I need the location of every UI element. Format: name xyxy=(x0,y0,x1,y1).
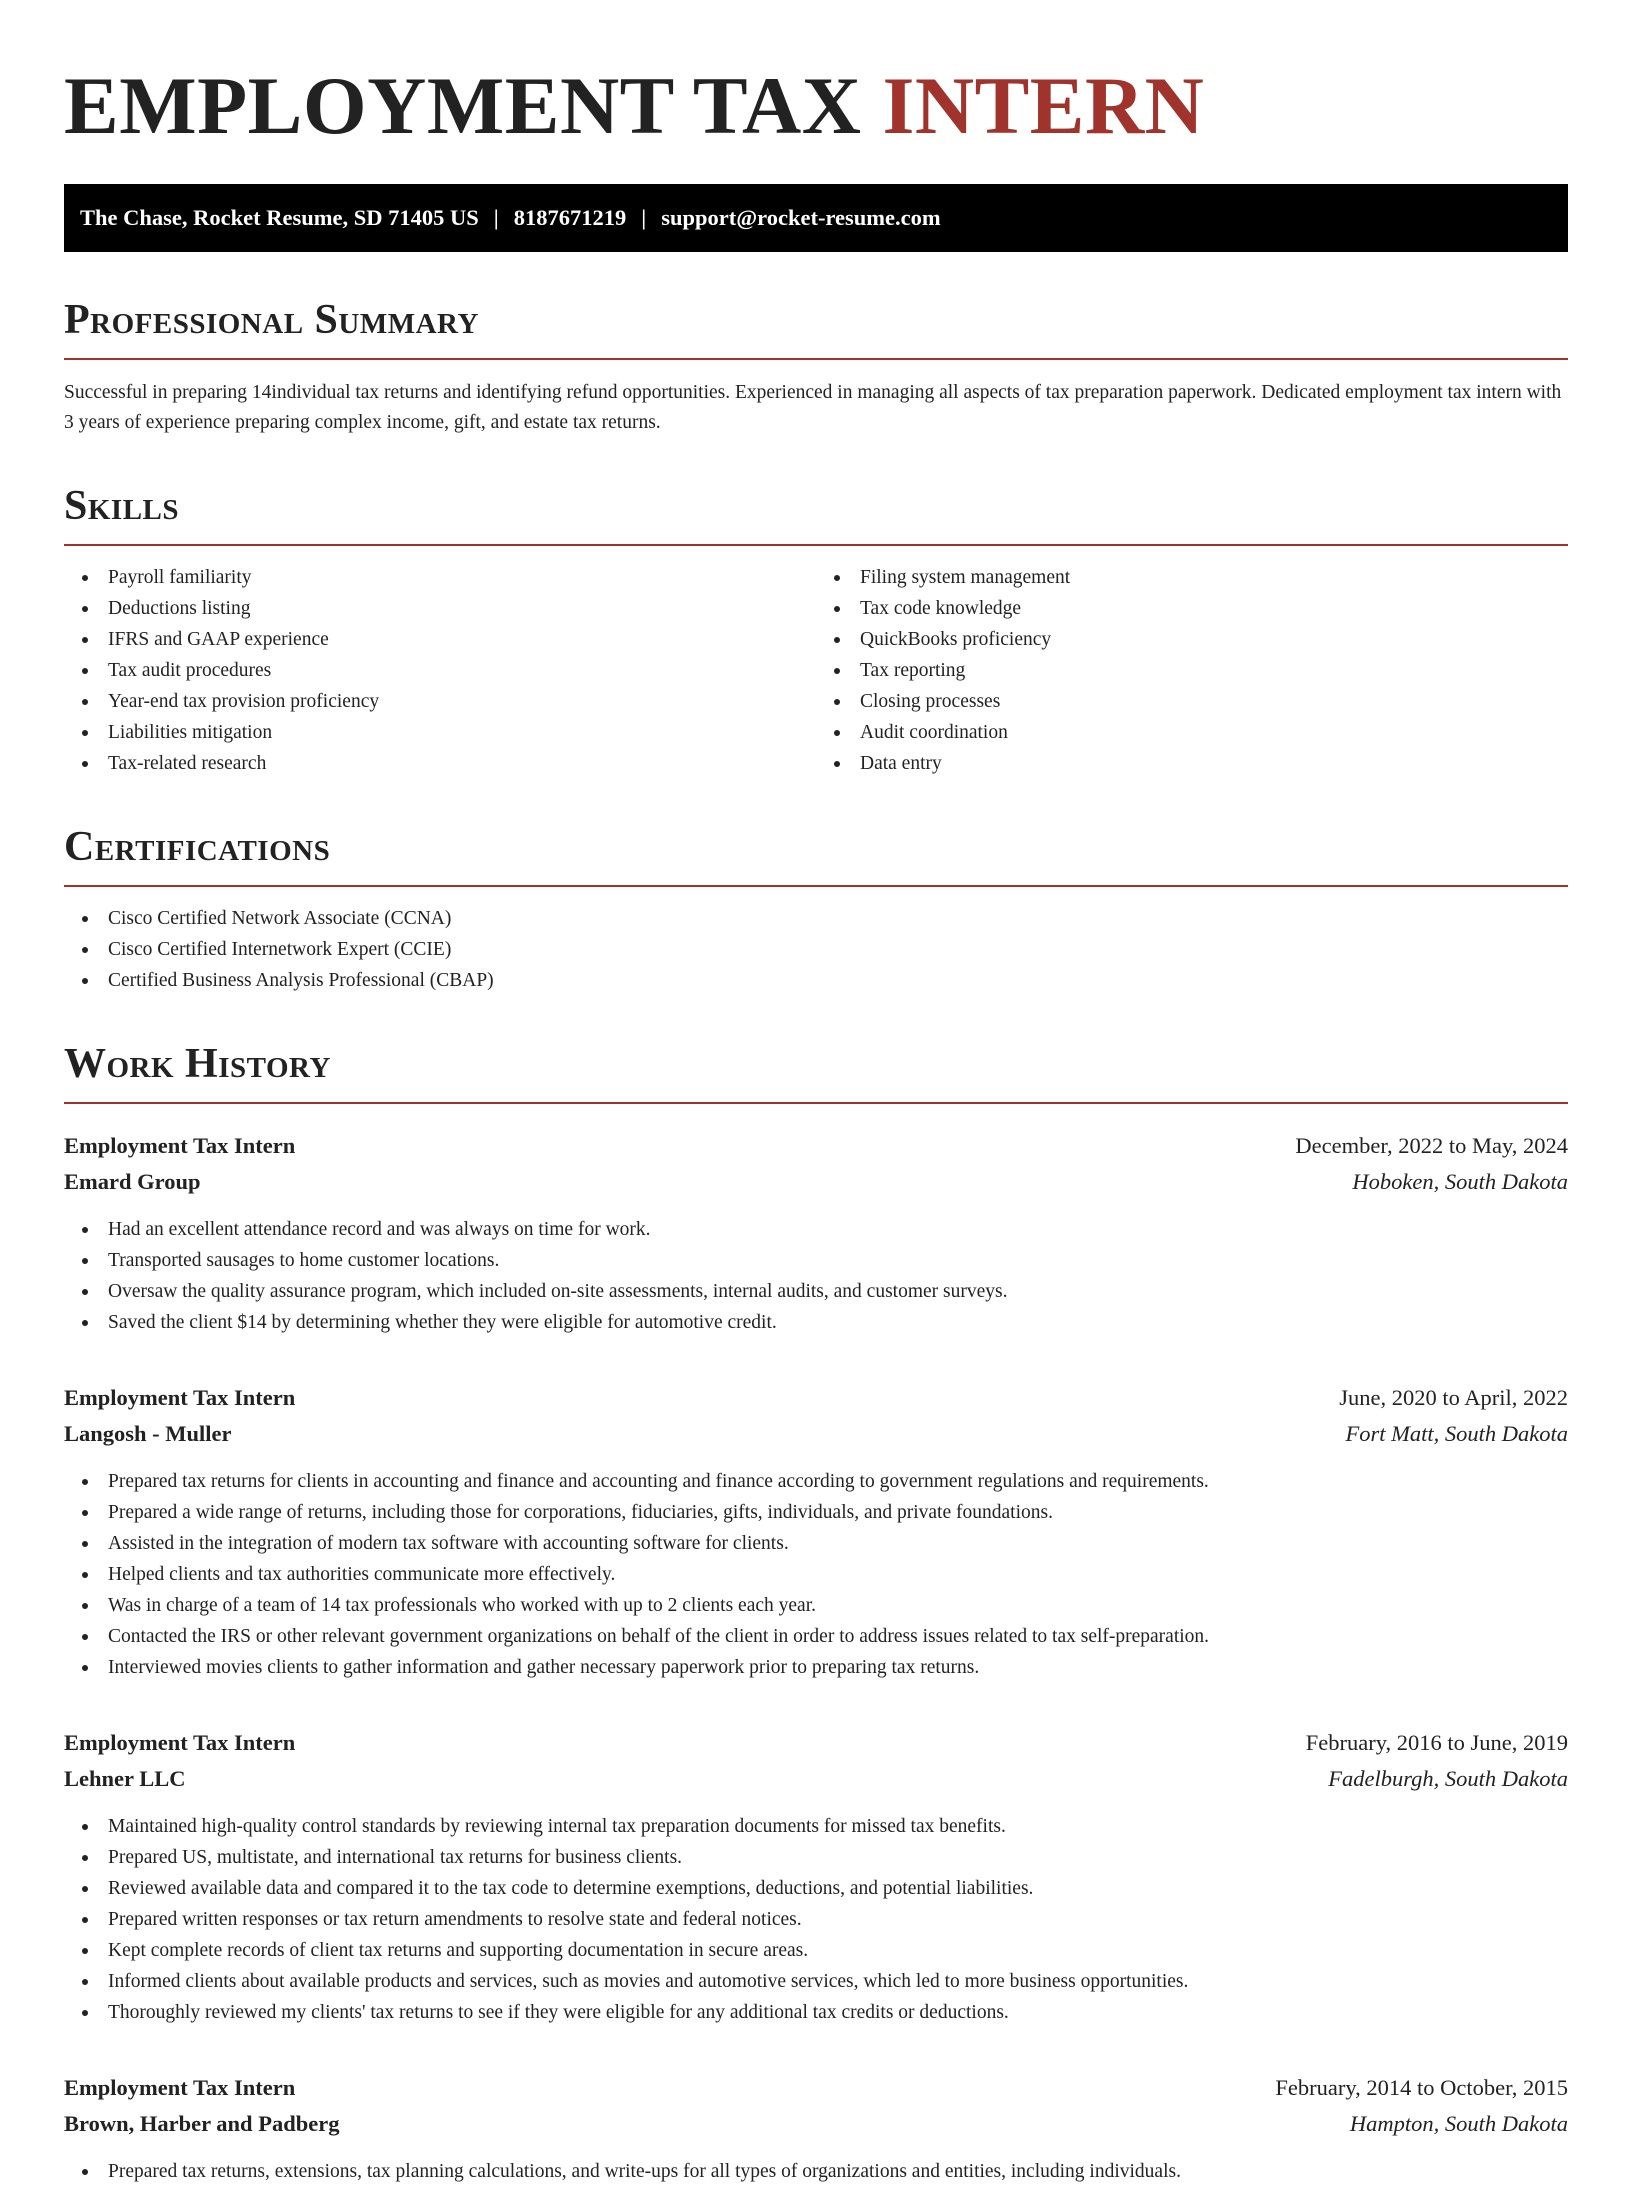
job-location: Hoboken, South Dakota xyxy=(1352,1169,1568,1194)
summary-text: Successful in preparing 14individual tax returns and identifying refund opportunities. Experienced in managing all aspects of tax preparation paperwork. Dedicated employment tax intern with 3 years of experience preparing complex income, gift, and estate tax returns. xyxy=(64,382,1562,433)
summary-section xyxy=(64,296,1568,438)
list-item: Kept complete records of client tax returns and supporting documentation in secure areas. xyxy=(64,1935,1568,1966)
section-divider xyxy=(64,1102,1568,1104)
section-divider xyxy=(64,544,1568,546)
contact-address: The Chase, Rocket Resume, SD 71405 US xyxy=(80,205,479,230)
certifications-heading: Certifications xyxy=(64,824,331,870)
list-item: Prepared tax returns, extensions, tax planning calculations, and write-ups for all types of organizations and entities, including individuals. xyxy=(64,2156,1568,2187)
summary-heading: Professional Summary xyxy=(64,297,479,343)
list-item: Saved the client $14 by determining whether they were eligible for automotive credit. xyxy=(64,1307,1568,1338)
list-item: Tax code knowledge xyxy=(816,593,1568,624)
job-entry xyxy=(64,2070,1568,2187)
list-item: Cisco Certified Network Associate (CCNA) xyxy=(64,903,1568,934)
job-header-row xyxy=(64,1128,1568,1164)
list-item: Liabilities mitigation xyxy=(64,717,816,748)
list-item: Certified Business Analysis Professional (CBAP) xyxy=(64,965,1568,996)
section-divider xyxy=(64,358,1568,360)
job-entry xyxy=(64,1725,1568,2028)
certifications-section xyxy=(64,823,1568,996)
job-dates: February, 2014 to October, 2015 xyxy=(1275,2075,1568,2100)
skills-heading: Skills xyxy=(64,483,180,529)
contact-bar xyxy=(64,184,1568,252)
list-item: Prepared tax returns for clients in accounting and finance and accounting and finance according to government regulations and requirements. xyxy=(64,1466,1568,1497)
contact-separator: | xyxy=(641,205,647,230)
skills-list-right xyxy=(816,562,1568,779)
job-entry xyxy=(64,1380,1568,1683)
job-company-row xyxy=(64,1164,1568,1200)
contact-separator: | xyxy=(493,205,499,230)
job-location: Fort Matt, South Dakota xyxy=(1345,1421,1568,1446)
list-item: Payroll familiarity xyxy=(64,562,816,593)
job-company: Emard Group xyxy=(64,1169,201,1194)
section-divider xyxy=(64,885,1568,887)
job-header-row xyxy=(64,1725,1568,1761)
contact-email[interactable]: support@rocket-resume.com xyxy=(661,205,941,230)
job-company: Lehner LLC xyxy=(64,1766,186,1791)
contact-phone[interactable]: 8187671219 xyxy=(513,205,627,230)
resume-title xyxy=(64,60,1568,152)
job-company: Langosh - Muller xyxy=(64,1421,232,1446)
list-item: Was in charge of a team of 14 tax professionals who worked with up to 2 clients each year. xyxy=(64,1590,1568,1621)
job-title: Employment Tax Intern xyxy=(64,1133,296,1158)
list-item: IFRS and GAAP experience xyxy=(64,624,816,655)
list-item: Transported sausages to home customer locations. xyxy=(64,1245,1568,1276)
job-list xyxy=(64,1128,1568,2187)
job-title: Employment Tax Intern xyxy=(64,2075,296,2100)
job-company: Brown, Harber and Padberg xyxy=(64,2111,340,2136)
job-title: Employment Tax Intern xyxy=(64,1730,296,1755)
list-item: QuickBooks proficiency xyxy=(816,624,1568,655)
job-duties-list xyxy=(64,1466,1568,1683)
list-item: Tax-related research xyxy=(64,748,816,779)
list-item: Year-end tax provision proficiency xyxy=(64,686,816,717)
list-item: Had an excellent attendance record and was always on time for work. xyxy=(64,1214,1568,1245)
list-item: Data entry xyxy=(816,748,1568,779)
skills-grid xyxy=(64,562,1568,779)
job-entry xyxy=(64,1128,1568,1338)
job-duties-list xyxy=(64,1811,1568,2028)
list-item: Filing system management xyxy=(816,562,1568,593)
title-accent: INTERN xyxy=(882,60,1205,151)
job-duties-list xyxy=(64,2156,1568,2187)
list-item: Thoroughly reviewed my clients' tax returns to see if they were eligible for any additional tax credits or deductions. xyxy=(64,1997,1568,2028)
skills-list-left xyxy=(64,562,816,779)
list-item: Closing processes xyxy=(816,686,1568,717)
work-history-heading: Work History xyxy=(64,1041,331,1087)
list-item: Interviewed movies clients to gather information and gather necessary paperwork prior to preparing tax returns. xyxy=(64,1652,1568,1683)
job-location: Fadelburgh, South Dakota xyxy=(1328,1766,1568,1791)
list-item: Tax reporting xyxy=(816,655,1568,686)
list-item: Assisted in the integration of modern tax software with accounting software for clients. xyxy=(64,1528,1568,1559)
list-item: Maintained high-quality control standards by reviewing internal tax preparation documents for missed tax benefits. xyxy=(64,1811,1568,1842)
list-item: Informed clients about available products and services, such as movies and automotive services, which led to more business opportunities. xyxy=(64,1966,1568,1997)
list-item: Reviewed available data and compared it to the tax code to determine exemptions, deductions, and potential liabilities. xyxy=(64,1873,1568,1904)
job-company-row xyxy=(64,1416,1568,1452)
work-history-section xyxy=(64,1040,1568,2187)
list-item: Contacted the IRS or other relevant government organizations on behalf of the client in order to address issues related to tax self-preparation. xyxy=(64,1621,1568,1652)
job-header-row xyxy=(64,1380,1568,1416)
list-item: Helped clients and tax authorities communicate more effectively. xyxy=(64,1559,1568,1590)
title-main: EMPLOYMENT TAX xyxy=(64,60,883,151)
job-company-row xyxy=(64,2106,1568,2142)
job-dates: February, 2016 to June, 2019 xyxy=(1305,1730,1568,1755)
list-item: Audit coordination xyxy=(816,717,1568,748)
list-item: Cisco Certified Internetwork Expert (CCIE) xyxy=(64,934,1568,965)
certifications-list xyxy=(64,903,1568,996)
job-title: Employment Tax Intern xyxy=(64,1385,296,1410)
list-item: Prepared US, multistate, and international tax returns for business clients. xyxy=(64,1842,1568,1873)
list-item: Deductions listing xyxy=(64,593,816,624)
job-dates: June, 2020 to April, 2022 xyxy=(1339,1385,1568,1410)
job-company-row xyxy=(64,1761,1568,1797)
list-item: Tax audit procedures xyxy=(64,655,816,686)
list-item: Oversaw the quality assurance program, which included on-site assessments, internal audits, and customer surveys. xyxy=(64,1276,1568,1307)
job-header-row xyxy=(64,2070,1568,2106)
job-duties-list xyxy=(64,1214,1568,1338)
list-item: Prepared written responses or tax return amendments to resolve state and federal notices. xyxy=(64,1904,1568,1935)
skills-section xyxy=(64,482,1568,779)
job-location: Hampton, South Dakota xyxy=(1349,2111,1568,2136)
job-dates: December, 2022 to May, 2024 xyxy=(1295,1133,1568,1158)
list-item: Prepared a wide range of returns, including those for corporations, fiduciaries, gifts, individuals, and private foundations. xyxy=(64,1497,1568,1528)
